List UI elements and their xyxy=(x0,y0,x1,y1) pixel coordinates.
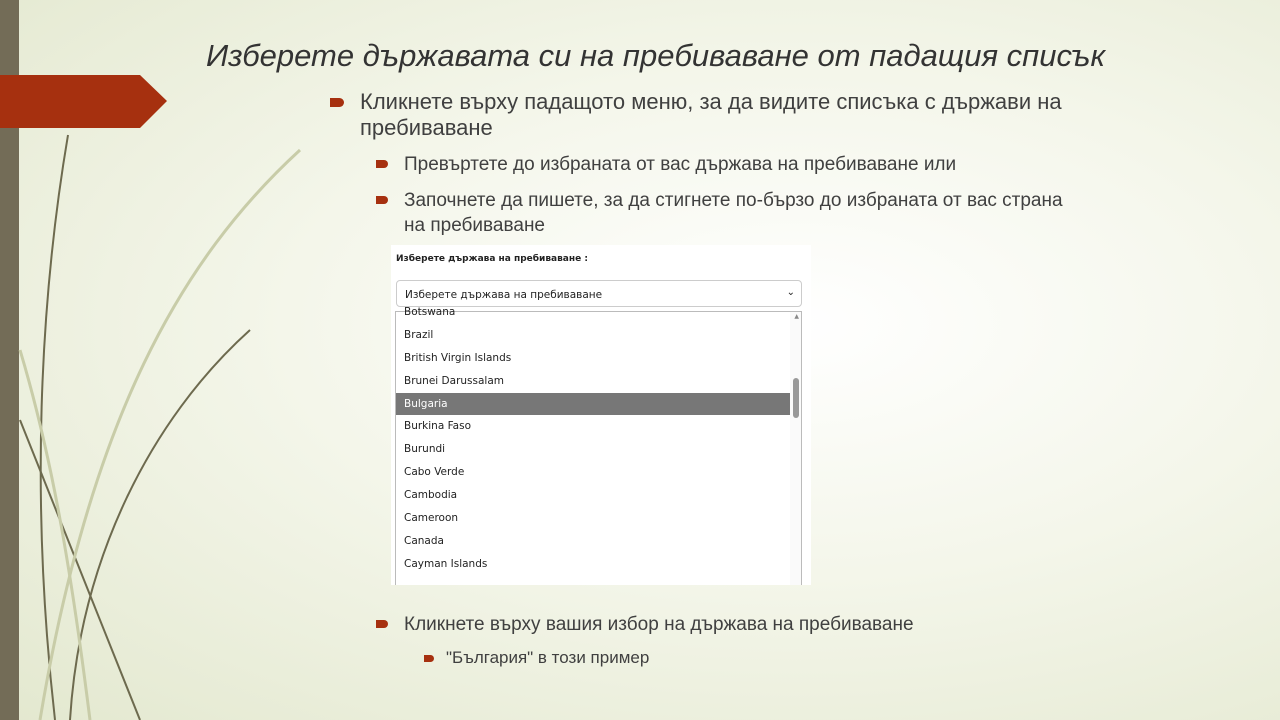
slide-title: Изберете държавата си на пребиваване от падащия списък xyxy=(206,38,1106,73)
option-item[interactable]: Cayman Islands xyxy=(404,557,488,570)
title-arrow-tab xyxy=(0,75,167,128)
bullet-text: Кликнете върху вашия избор на държава на пребиваване xyxy=(404,614,914,635)
bullet-1b xyxy=(376,188,1066,238)
bullet-icon xyxy=(330,98,344,107)
bullet-text: Кликнете върху падащото меню, за да видите списъка с държави на пребиваване xyxy=(360,89,1062,140)
bullet-1a xyxy=(376,152,1076,177)
select-value: Изберете държава на пребиваване xyxy=(405,289,603,301)
bullet-text: Превъртете до избраната от вас държава на пребиваване или xyxy=(404,154,957,175)
option-item[interactable]: Burundi xyxy=(404,443,446,456)
option-item-highlighted[interactable]: Bulgaria xyxy=(396,393,792,416)
option-item[interactable]: Botswana xyxy=(404,306,456,318)
option-item[interactable]: Burkina Faso xyxy=(404,420,472,433)
option-item[interactable]: Brazil xyxy=(404,328,434,341)
scrollbar-thumb[interactable] xyxy=(793,378,799,418)
bullet-icon xyxy=(376,160,388,168)
bullet-icon xyxy=(376,196,388,204)
scroll-up-icon[interactable]: ▲ xyxy=(794,313,799,320)
option-item[interactable]: Cambodia xyxy=(404,489,458,502)
bullet-2 xyxy=(376,612,1076,637)
option-item[interactable]: Brunei Darussalam xyxy=(404,374,504,387)
option-item[interactable]: Cameroon xyxy=(404,512,459,525)
chevron-down-icon: ⌄ xyxy=(786,287,795,298)
bullet-icon xyxy=(376,620,388,628)
scrollbar[interactable] xyxy=(790,312,801,585)
country-label: Изберете държава на пребиваване : xyxy=(396,254,588,264)
bullet-icon xyxy=(424,655,434,662)
dropdown-screenshot xyxy=(391,245,811,585)
bullet-text: "България" в този пример xyxy=(446,648,650,667)
bullet-text: Започнете да пишете, за да стигнете по-бързо до избраната от вас страна на пребиваване xyxy=(404,190,1063,236)
bullet-1 xyxy=(330,89,1070,141)
option-item[interactable]: British Virgin Islands xyxy=(404,351,512,364)
bullet-2a xyxy=(424,648,649,668)
option-item[interactable]: Cabo Verde xyxy=(404,466,465,479)
option-item[interactable]: Canada xyxy=(404,534,444,547)
country-options-list xyxy=(395,306,802,585)
